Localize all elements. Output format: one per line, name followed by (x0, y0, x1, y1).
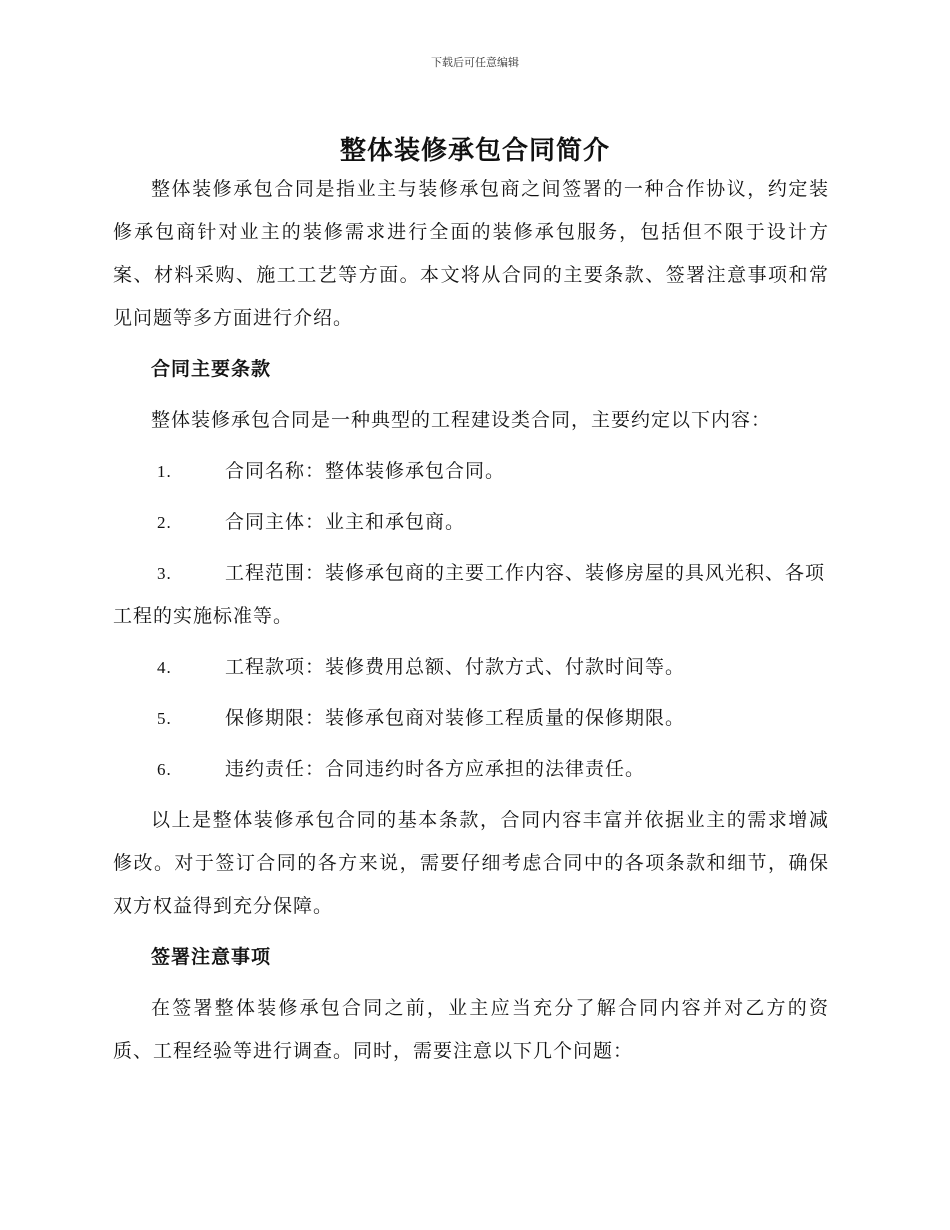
spacer (113, 740, 829, 748)
list-item (113, 552, 829, 638)
spacer (113, 791, 829, 799)
spacer (113, 928, 829, 936)
list-item-text: 工程款项：装修费用总额、付款方式、付款时间等。 (225, 656, 686, 678)
spacer (113, 340, 829, 348)
header-note: 下载后可任意编辑 (431, 56, 519, 69)
main-terms-closing: 以上是整体装修承包合同的基本条款，合同内容丰富并依据业主的需求增减修改。对于签订合同的各方来说，需要仔细考虑合同中的各项条款和细节，确保双方权益得到充分保障。 (113, 809, 829, 917)
intro-paragraph: 整体装修承包合同是指业主与装修承包商之间签署的一种合作协议，约定装修承包商针对业主的装修需求进行全面的装修承包服务，包括但不限于设计方案、材料采购、施工工艺等方面。本文将从合同的主要条款、签署注意事项和常见问题等多方面进行介绍。 (113, 178, 829, 329)
list-item-number: 3. (157, 564, 172, 583)
spacer (113, 391, 829, 399)
list-item-text: 合同主体：业主和承包商。 (225, 511, 466, 533)
spacer (113, 979, 829, 987)
list-item-number: 2. (157, 513, 172, 532)
list-item-number: 6. (157, 760, 172, 779)
list-item (113, 748, 829, 791)
list-item-text: 合同名称：整体装修承包合同。 (225, 460, 506, 482)
signing-notes-lead: 在签署整体装修承包合同之前，业主应当充分了解合同内容并对乙方的资质、工程经验等进行调查。同时，需要注意以下几个问题： (113, 997, 829, 1062)
section-heading-main-terms: 合同主要条款 (151, 358, 272, 380)
main-terms-lead: 整体装修承包合同是一种典型的工程建设类合同，主要约定以下内容： (151, 409, 772, 431)
list-item (113, 501, 829, 544)
spacer (113, 442, 829, 450)
list-item-number: 1. (157, 462, 172, 481)
list-item-text: 保修期限：装修承包商对装修工程质量的保修期限。 (225, 707, 686, 729)
section-heading-signing-notes: 签署注意事项 (151, 946, 272, 968)
spacer (113, 638, 829, 646)
spacer (113, 493, 829, 501)
list-item (113, 697, 829, 740)
document-body (113, 168, 829, 1073)
spacer (113, 689, 829, 697)
list-item-text: 违约责任：合同违约时各方应承担的法律责任。 (225, 758, 646, 780)
list-item (113, 646, 829, 689)
list-item-text: 工程范围：装修承包商的主要工作内容、装修房屋的具风光积、各项工程的实施标准等。 (113, 562, 826, 627)
list-item-number: 5. (157, 709, 172, 728)
spacer (113, 544, 829, 552)
document-title: 整体装修承包合同简介 (339, 136, 610, 166)
list-item-number: 4. (157, 658, 172, 677)
list-item (113, 450, 829, 493)
